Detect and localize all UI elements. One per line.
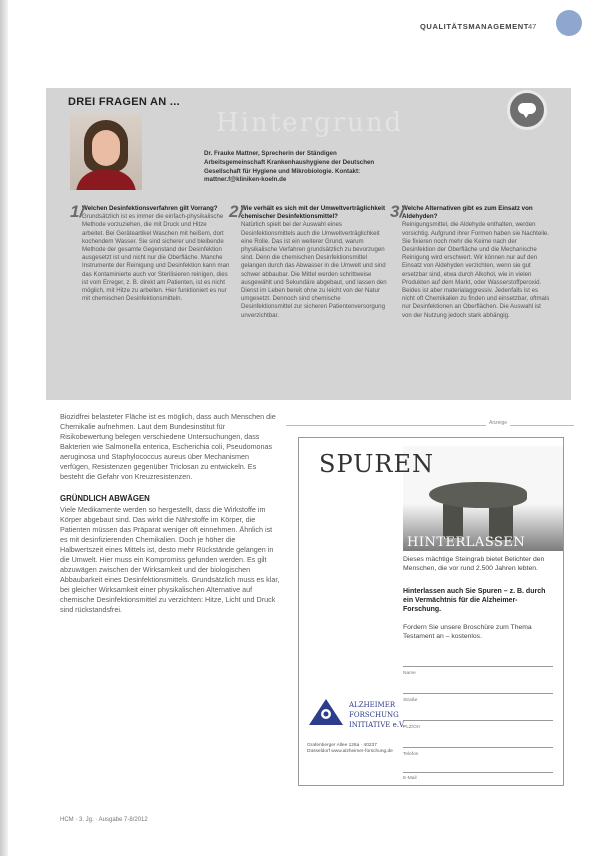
form-line [403,666,553,667]
question-2 [229,202,389,320]
question-text: Welchen Desinfektionsverfahren gilt Vorrang? [82,205,218,212]
form-line [403,720,553,721]
portrait-photo [70,114,142,190]
ad-subheadline: HINTERLASSEN [407,535,526,550]
article-subheading: GRÜNDLICH ABWÄGEN [60,494,150,503]
question-text: Wie verhält es sich mit der Umweltverträglichkeit chemischer Desinfektionsmittel? [241,205,386,221]
form-line [403,772,553,773]
ad-headline: SPUREN [319,450,434,478]
alzheimer-logo-icon [307,697,345,727]
alzheimer-logo-text: ALZHEIMER FORSCHUNG INITIATIVE e.V. [349,701,406,729]
interview-box [46,88,571,400]
form-field-city: PLZ/Ort [403,725,420,730]
ad-divider [286,425,574,426]
form-field-phone: Telefon [403,752,419,757]
article-paragraph: Viele Medikamente werden so hergestellt, dass die Wirkstoffe im Körper abgebaut sind. Das wirkt die Nährstoffe im Körper, die Patienten müssen das Präparat weniger oft einnehmen. Ähnlich ist es mit desinfizierenden Chemikalien. Doch je höher die Halbwertszeit eines Mittels ist, desto mehr Rückstände gelangen in die Umwelt. Hier muss ein Kompromiss gefunden werden. Es gilt abzuwägen zwischen der Wirksamkeit und der biologischen Abbaubarkeit eines Desinfektionsmittels. Grundsätzlich muss es klar, bei gleicher Wirksamkeit einer physikalischen Alternative auf chemische Desinfektionsmittel zu verzichten: Hitze, Licht und Druck sind rückstandsfrei. [60,505,280,614]
form-field-name: Name [403,671,416,676]
ad-order-text: Fordern Sie unsere Broschüre zum Thema Testament an – kostenlos. [403,624,532,640]
page-number: 47 [528,22,537,31]
section-title: QUALITÄTSMANAGEMENT [420,22,529,31]
answer-text: Reinigungsmittel, die Aldehyde enthalten, werden vorsichtig. Aufgrund ihrer Formen haben sie Nachteile. Sie fixieren noch mehr die Keime nach der Desinfektion der Oberfläche und die Mechanische Reinigung wird erschwert. Wir können nur auf den Einsatz von Aldehyden verzichten, wenn sie gut ersetzbar sind, etwa durch Alkohol, wie in vielen Produkten auf dem Markt, oder Wasserstoffperoxid. Beides ist aber materialaggressiv. Jedenfalls ist es nicht oft Chemikalien zu finden und einsetzbar, oftmals nur Desinfektionen an Oberflächen. Die Auswahl ist von der Nutzung jedoch stark abhängig. [402,221,550,319]
question-number: 1/ [70,202,85,221]
article-paragraph: Biozidfrei belasteter Fläche ist es möglich, dass auch Menschen die Chemikalie aufnehmen. Laut dem Bundesinstitut für Risikobewertung belegen verschiedene Untersuchungen, dass Bakterien wie Salmonella enterica, Escherichia coli, Pseudomonas aeruginosa und Staphylococcus aureus über Mechanismen verfügen, Resistenzen gegenüber Triclosan zu entwickeln. Es besteht die Gefahr von Kreuzresistenzen. [60,412,276,481]
article-column [60,412,280,615]
form-line [403,693,553,694]
ad-intro-text: Dieses mächtige Steingrab bietet Belichter den Menschen, die vor rund 2.500 Jahren lebten. [403,556,545,572]
question-1 [70,202,230,303]
answer-text: Grundsätzlich ist es immer die einfach-physikalische Methode vorzuziehen, die mit Druck und Hitze arbeitet. Bei Geräteartikel Waschen mit heißem, dort kochendem Wasser. Sie sind sicherer und bleibende Methode der gesamte Gegenstand der Desinfektion ausgesetzt ist und nicht nur die Oberfläche. Manche Instrumente der Reinigung und Desinfektion kann man das Kontaminierte auch vor Sterilisieren reinigen, dies ist vom Erreger, z. B. direkt am Patienten, ist es nicht möglich, mit Hitze zu arbeiten. Hier funktioniert es nur mit chemischen Desinfektionsmitteln. [82,213,230,303]
answer-text: Natürlich spielt bei der Auswahl eines Desinfektionsmittels auch die Umweltverträglichkeit eine Rolle. Das ist ein weiterer Grund, warum physikalische Verfahren grundsätzlich zu bevorzugen sind. Denn die chemischen Desinfektionsmittel gelangen durch das Abwasser in die Umwelt und sind schwer abbaubar. Die Mittel werden schrittweise ausgewählt und Sekundäre abgebaut, und lassen den Dienst im Leben bereit ohne zu leicht von der Natur umgesetzt. Dennoch sind chemische Desinfektionsmittel zur sicheren Patientenversorgung unverzichtbar. [241,221,387,319]
question-3 [390,202,550,320]
box-watermark: Hintergrund [216,108,404,138]
question-text: Welche Alternativen gibt es zum Einsatz von Aldehyden? [402,205,533,221]
form-line [403,747,553,748]
ad-callout: Hinterlassen auch Sie Spuren – z. B. durch ein Vermächtnis für die Alzheimer-Forschung. [403,588,546,613]
page-binding-shadow [0,0,8,856]
interview-title: DREI FRAGEN AN ... [68,96,180,108]
form-field-street: Straße [403,698,418,703]
ad-label: Anzeige [486,420,510,426]
question-number: 3/ [390,202,405,221]
page-footer: HCM · 3. Jg. · Ausgabe 7-8/2012 [60,817,148,823]
form-field-email: E-Mail [403,776,417,781]
ad-address: Grafenberger Allee 128a · 40237 Düsseldorf www.alzheimer-forschung.de [307,743,393,754]
expert-bio: Dr. Frauke Mattner, Sprecherin der Ständigen Arbeitsgemeinschaft Krankenhaushygiene der Deutschen Gesellschaft für Hygiene und Mikrobiologie. Kontakt: mattner.f@kliniken-koeln.de [204,150,375,184]
advertisement [298,437,564,786]
speech-bubble-icon [507,90,547,130]
section-marker-icon [556,10,582,36]
question-number: 2/ [229,202,244,221]
